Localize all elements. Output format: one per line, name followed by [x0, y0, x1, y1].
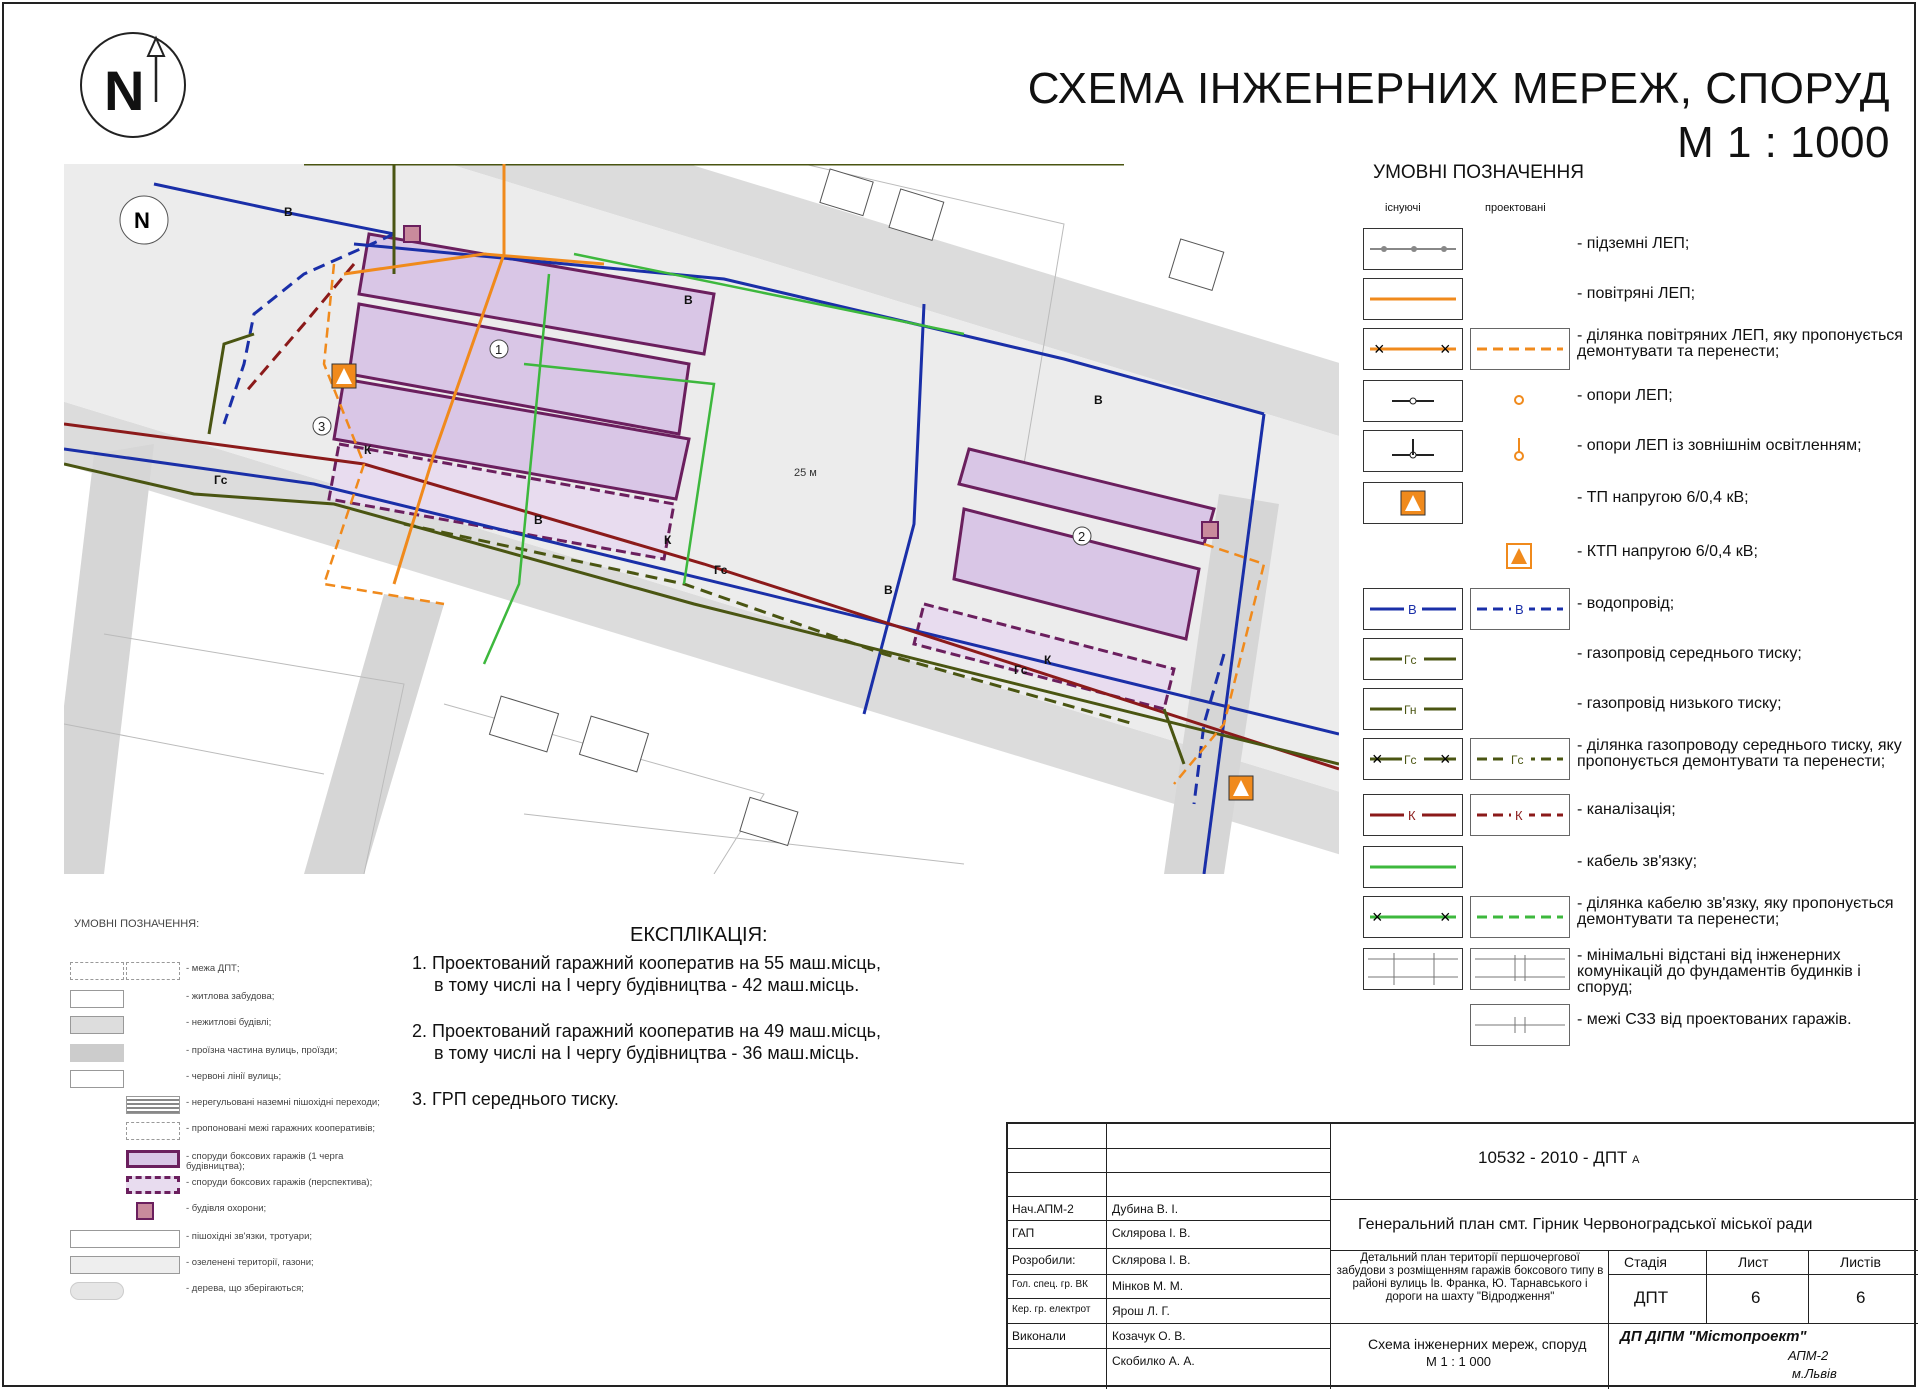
- road-width-note: 25 м: [794, 467, 817, 479]
- legend-row: [1355, 480, 1915, 524]
- legend-row: [1355, 226, 1915, 270]
- north-arrow-icon: [78, 30, 188, 140]
- small-legend: [62, 910, 392, 1310]
- sheet-title: [1028, 62, 1890, 170]
- stage-value: ДПТ: [1634, 1288, 1669, 1307]
- legend-text: - газопровід низького тиску;: [1577, 695, 1782, 712]
- legend-text: - кабель зв'язку;: [1577, 853, 1698, 870]
- col-sheet: Лист: [1738, 1254, 1769, 1270]
- water-label: В: [534, 513, 543, 527]
- legend-text: - ділянка кабелю зв'язку, яку пропонується демонтувати та перенести;: [1577, 895, 1894, 928]
- legend-row: [1355, 1002, 1915, 1046]
- guard-building: [404, 226, 420, 242]
- small-legend-text: - пішохідні зв'язки, тротуари;: [186, 1231, 313, 1242]
- role: Виконали: [1012, 1329, 1066, 1343]
- legend-col-existing: існуючі: [1385, 202, 1421, 214]
- explication-item: 1. Проектований гаражний кооператив на 55 маш.місць,: [412, 953, 882, 973]
- legend-text: - каналізація;: [1577, 801, 1676, 818]
- small-legend-text: - споруди боксових гаражів (1 черга будівництва);: [186, 1151, 344, 1172]
- svg-text:×: ×: [1440, 907, 1451, 927]
- guard-building: [1202, 522, 1218, 538]
- person: Склярова І. В.: [1112, 1253, 1191, 1267]
- svg-text:Гн: Гн: [1404, 703, 1417, 717]
- person: Склярова І. В.: [1112, 1226, 1191, 1240]
- sewer-label: К: [664, 533, 672, 547]
- small-legend-text: - житлова забудова;: [186, 991, 275, 1002]
- person: Мінков М. М.: [1112, 1279, 1184, 1293]
- explication-title: ЕКСПЛІКАЦІЯ:: [630, 924, 768, 946]
- svg-text:К: К: [1515, 808, 1523, 823]
- legend-row: [1355, 378, 1915, 422]
- legend-text: - ділянка газопроводу середнього тиску, яку пропонується демонтувати та перенести;: [1577, 737, 1902, 770]
- building-label-1: 1: [495, 342, 503, 357]
- legend-row: [1355, 686, 1915, 730]
- legend-row: [1355, 792, 1915, 836]
- person: Скобилко А. А.: [1112, 1354, 1195, 1368]
- svg-text:×: ×: [1440, 749, 1451, 769]
- legend-title: УМОВНІ ПОЗНАЧЕННЯ: [1373, 162, 1584, 183]
- legend-text: - опори ЛЕП із зовнішнім освітленням;: [1577, 437, 1862, 454]
- water-label: В: [884, 583, 893, 597]
- doc-code-suffix: А: [1632, 1154, 1640, 1166]
- north-label: N: [104, 59, 145, 122]
- project-title: Генеральний план смт. Гірник Червоноградської міської ради: [1358, 1216, 1813, 1233]
- svg-text:×: ×: [1372, 749, 1383, 769]
- small-legend-text: - нежитлові будівлі;: [186, 1017, 272, 1028]
- col-sheets: Листів: [1840, 1254, 1881, 1270]
- legend-text: - повітряні ЛЕП;: [1577, 285, 1696, 302]
- map-north-icon: [120, 196, 168, 244]
- map-canvas: [64, 164, 1339, 874]
- sewer-label: К: [1044, 653, 1052, 667]
- water-label: В: [284, 205, 293, 219]
- water-label: В: [684, 293, 693, 307]
- svg-text:×: ×: [1374, 339, 1385, 359]
- svg-text:К: К: [1408, 808, 1416, 823]
- legend-text: - підземні ЛЕП;: [1577, 235, 1690, 252]
- small-legend-text: - озеленені території, газони;: [186, 1257, 314, 1268]
- small-legend-text: - пропоновані межі гаражних кооперативів;: [186, 1123, 376, 1134]
- person: Козачук О. В.: [1112, 1329, 1186, 1343]
- organization-dept: АПМ-2: [1788, 1348, 1829, 1363]
- svg-text:N: N: [134, 208, 150, 233]
- legend-text: - опори ЛЕП;: [1577, 387, 1673, 404]
- svg-text:×: ×: [1372, 907, 1383, 927]
- legend-row: [1355, 586, 1915, 630]
- legend-text: - мінімальні відстані від інженерних комунікацій до фундаментів будинків і споруд;: [1577, 947, 1861, 996]
- sheet-value: 6: [1751, 1288, 1761, 1307]
- utility-map: [64, 164, 1339, 874]
- svg-text:В: В: [1408, 602, 1417, 617]
- legend-row: [1355, 326, 1915, 370]
- svg-text:Гс: Гс: [1511, 753, 1524, 767]
- explication-item: в тому числі на І чергу будівництва - 36 маш.місць.: [434, 1043, 860, 1063]
- small-legend-text: - споруди боксових гаражів (перспектива);: [186, 1177, 373, 1188]
- legend: [1355, 160, 1915, 1040]
- legend-text: - водопровід;: [1577, 595, 1675, 612]
- col-stage: Стадія: [1624, 1254, 1668, 1270]
- plan-description: Детальний план території першочергової забудови з розміщенням гаражів боксового типу в районі вулиць Ів. Франка, Ю. Тарнавського і дороги на шахту "Відродження": [1336, 1252, 1604, 1303]
- legend-row: [1355, 946, 1915, 996]
- role: Гол. спец. гр. ВК: [1012, 1279, 1089, 1290]
- gas-label: Гс: [214, 473, 228, 487]
- legend-row: [1355, 894, 1915, 938]
- doc-code: 10532 - 2010 - ДПТ: [1478, 1148, 1628, 1167]
- title-block: [1006, 1122, 1916, 1387]
- small-legend-text: - будівля охорони;: [186, 1203, 267, 1214]
- small-legend-title: УМОВНІ ПОЗНАЧЕННЯ:: [74, 918, 200, 930]
- building-label-2: 2: [1078, 529, 1086, 544]
- legend-row: [1355, 428, 1915, 472]
- gas-label: Гс: [714, 563, 728, 577]
- legend-col-projected: проектовані: [1485, 202, 1546, 214]
- role: ГАП: [1012, 1226, 1035, 1240]
- explication-item: 3. ГРП середнього тиску.: [412, 1089, 619, 1109]
- gas-label: Гс: [1014, 663, 1028, 677]
- svg-text:Гс: Гс: [1404, 753, 1417, 767]
- small-legend-text: - нерегульовані наземні пішохідні переходи;: [186, 1097, 380, 1108]
- building-label-3: 3: [318, 419, 326, 434]
- person: Дубина В. І.: [1112, 1202, 1179, 1216]
- water-label: В: [1094, 393, 1103, 407]
- small-legend-text: - червоні лінії вулиць;: [186, 1071, 282, 1082]
- legend-row: [1355, 736, 1915, 780]
- role: Кер. гр. електрот: [1012, 1304, 1091, 1315]
- legend-text: - газопровід середнього тиску;: [1577, 645, 1802, 662]
- svg-text:Гс: Гс: [1404, 653, 1417, 667]
- role: Розробили:: [1012, 1253, 1076, 1267]
- legend-row: [1355, 844, 1915, 888]
- legend-text: - КТП напругою 6/0,4 кВ;: [1577, 543, 1758, 560]
- person: Ярош Л. Г.: [1112, 1304, 1170, 1318]
- sewer-label: К: [364, 443, 372, 457]
- legend-text: - ТП напругою 6/0,4 кВ;: [1577, 489, 1749, 506]
- sheet-title-stamp: Схема інженерних мереж, споруд: [1368, 1336, 1587, 1352]
- legend-text: - ділянка повітряних ЛЕП, яку пропонується демонтувати та перенести;: [1577, 327, 1903, 360]
- explication-item: в тому числі на І чергу будівництва - 42 маш.місць.: [434, 975, 860, 995]
- explication-item: 2. Проектований гаражний кооператив на 49 маш.місць,: [412, 1021, 882, 1041]
- title-line-1: СХЕМА ІНЖЕНЕРНИХ МЕРЕЖ, СПОРУД: [1027, 64, 1890, 113]
- organization-city: м.Львів: [1792, 1366, 1837, 1381]
- sheet-scale-stamp: М 1 : 1 000: [1426, 1354, 1492, 1369]
- svg-text:×: ×: [1440, 339, 1451, 359]
- small-legend-text: - межа ДПТ;: [186, 963, 240, 974]
- legend-row: [1355, 276, 1915, 320]
- legend-row: [1355, 636, 1915, 680]
- legend-row: [1355, 534, 1915, 578]
- legend-text: - межі СЗЗ від проектованих гаражів.: [1577, 1011, 1852, 1028]
- role: Нач.АПМ-2: [1012, 1202, 1074, 1216]
- sheets-value: 6: [1856, 1288, 1866, 1307]
- small-legend-text: - дерева, що зберігаються;: [186, 1283, 304, 1294]
- organization: ДП ДІПМ "Містопроект": [1620, 1328, 1807, 1345]
- svg-text:В: В: [1515, 602, 1524, 617]
- small-legend-text: - проїзна частина вулиць, проїзди;: [186, 1045, 338, 1056]
- title-scale: М 1 : 1000: [1677, 118, 1890, 167]
